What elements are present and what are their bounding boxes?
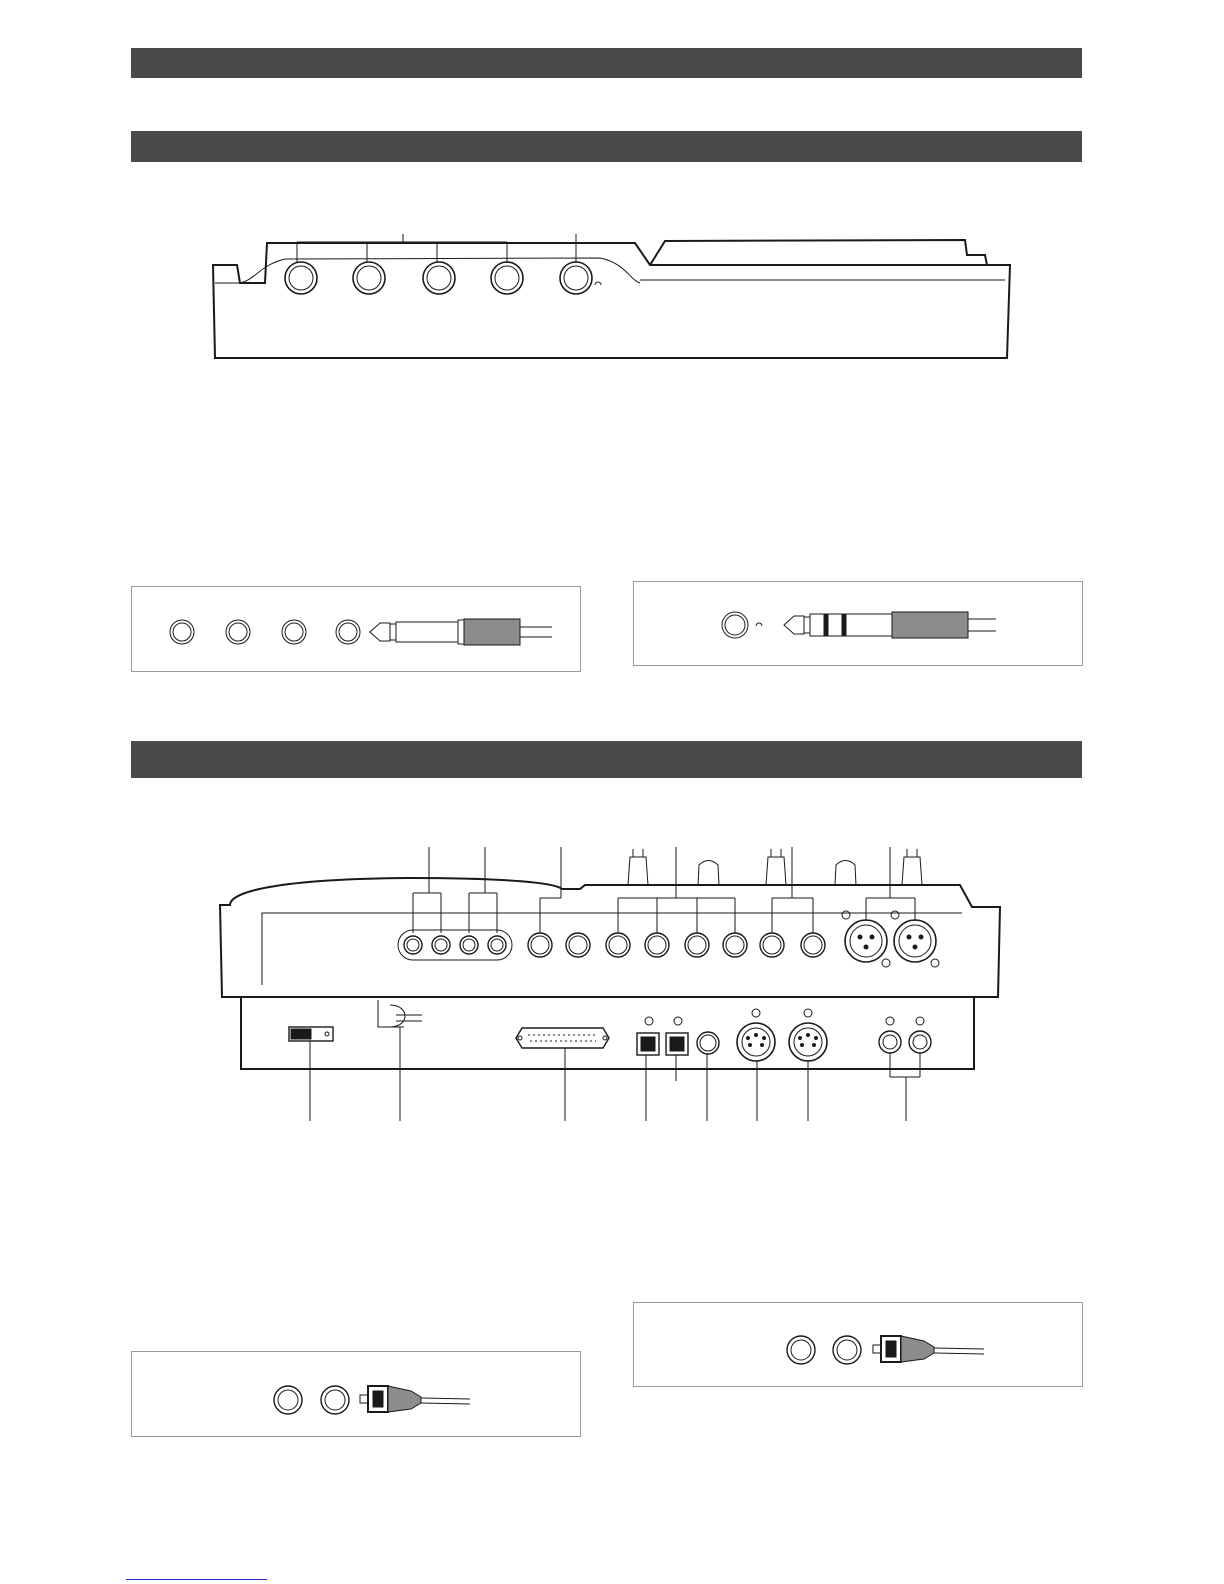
jack-3 xyxy=(282,620,306,644)
input-jack-3 xyxy=(423,262,455,294)
jack-10 xyxy=(723,933,747,957)
mono-plug-icon xyxy=(370,619,552,645)
section-bar-top xyxy=(131,48,1082,78)
power-switch xyxy=(289,1027,333,1041)
rca-plug-inset-left xyxy=(131,1351,581,1437)
section-bar-front-panel xyxy=(131,131,1082,162)
jack-1 xyxy=(170,620,194,644)
jack-2 xyxy=(226,620,250,644)
rca-plug-icon xyxy=(360,1386,470,1412)
jack-6 xyxy=(566,933,590,957)
stereo-plug-icon xyxy=(784,612,996,638)
optical-in xyxy=(666,1017,688,1055)
footswitch-jack xyxy=(697,1032,719,1054)
section-bar-rear-panel xyxy=(131,741,1082,778)
input-jack-2 xyxy=(353,262,385,294)
phones-jack xyxy=(722,612,748,638)
input-jack-4 xyxy=(491,262,523,294)
midi-in xyxy=(737,1009,775,1061)
jack-4 xyxy=(336,620,360,644)
rca-plug-inset-right xyxy=(633,1302,1083,1387)
xlr-input-2 xyxy=(891,911,939,967)
jack-8 xyxy=(645,933,669,957)
optical-out xyxy=(637,1017,659,1055)
jack-9 xyxy=(685,933,709,957)
jack-11 xyxy=(760,933,784,957)
jack-12 xyxy=(801,933,825,957)
mono-plug-inset xyxy=(131,586,581,672)
rca-out-pair xyxy=(879,1017,931,1053)
d-sub-25-connector xyxy=(516,1028,609,1048)
rca-plug-icon xyxy=(873,1336,984,1362)
input-jack-1 xyxy=(285,262,317,294)
jack-5 xyxy=(528,933,552,957)
rear-panel-diagram xyxy=(210,845,1010,1125)
cord-hook xyxy=(378,1000,422,1027)
xlr-input-1 xyxy=(842,911,890,967)
front-panel-diagram xyxy=(205,225,1015,365)
midi-out xyxy=(789,1009,827,1061)
footer-link-underline[interactable] xyxy=(126,1579,267,1580)
stereo-plug-inset xyxy=(633,581,1083,666)
jack-7 xyxy=(606,933,630,957)
phones-jack xyxy=(560,262,601,294)
